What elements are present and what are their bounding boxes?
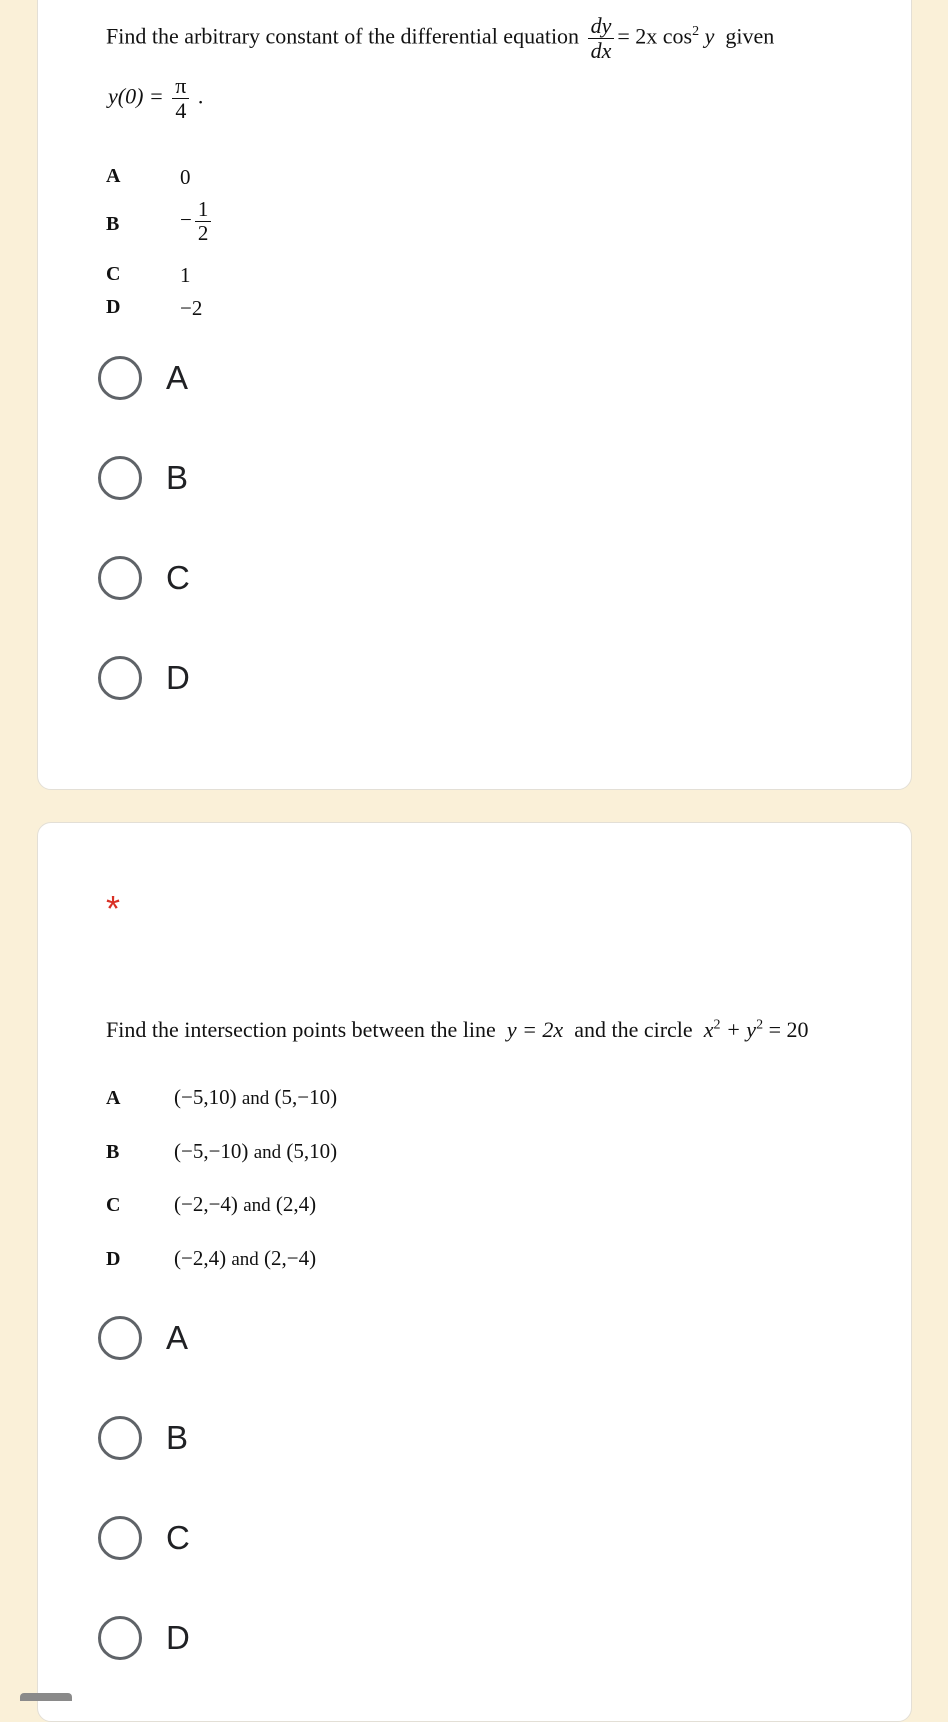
q1-choice-a[interactable] xyxy=(98,353,188,403)
q1-option-letter-b: B xyxy=(106,213,120,235)
q2-circle-exp1: 2 xyxy=(713,1017,721,1033)
q2-d-p2: (2,−4) xyxy=(264,1246,317,1270)
q2-d-p1: (−2,4) xyxy=(174,1246,227,1270)
q2-b-p1: (−5,−10) xyxy=(174,1139,249,1163)
q2-option-value-c xyxy=(174,1192,316,1217)
q1-rhs-exp: 2 xyxy=(692,24,700,40)
q1-init-end: . xyxy=(197,83,204,109)
q1-stem-prefix: Find the arbitrary constant of the differential equation xyxy=(106,23,580,49)
q1-stem-line-1 xyxy=(106,14,774,63)
q2-choice-c-label: C xyxy=(166,1519,190,1556)
q1-choice-d[interactable] xyxy=(98,653,190,703)
q2-d-and: and xyxy=(231,1249,259,1270)
q1-option-letter-c: C xyxy=(106,263,121,285)
q2-b-and: and xyxy=(253,1142,282,1163)
q1-option-letter-a: A xyxy=(106,165,121,187)
q1-option-value-c: 1 xyxy=(180,263,191,287)
q1-given: given xyxy=(725,23,775,49)
q2-option-letter-d: D xyxy=(106,1248,121,1270)
scrollbar-thumb[interactable] xyxy=(20,1693,72,1701)
q1-option-value-d: −2 xyxy=(180,296,203,320)
q1-init-num: π xyxy=(172,74,189,99)
q2-a-p1: (−5,10) xyxy=(174,1085,237,1109)
q2-stem-b: and the circle xyxy=(574,1017,693,1042)
q2-choice-a[interactable] xyxy=(98,1313,188,1363)
q2-choice-c[interactable] xyxy=(98,1513,190,1563)
q1-option-b-frac xyxy=(195,198,212,245)
q1-option-letter-d: D xyxy=(106,296,121,318)
q2-stem xyxy=(106,1017,809,1043)
q2-c-and: and xyxy=(243,1195,271,1216)
q2-a-and: and xyxy=(241,1088,270,1109)
q1-option-value-b xyxy=(180,198,214,245)
q2-option-value-d xyxy=(174,1246,316,1271)
q1-option-b-num: 1 xyxy=(195,198,212,222)
q2-choice-b-label: B xyxy=(166,1419,189,1456)
q2-option-letter-c: C xyxy=(106,1194,121,1216)
q1-choice-d-label: D xyxy=(166,659,190,696)
q2-circle-x: x xyxy=(703,1017,714,1042)
q1-init-frac xyxy=(172,74,189,123)
q2-choice-d[interactable] xyxy=(98,1613,190,1663)
q1-rhs-var: y xyxy=(704,23,715,49)
required-asterisk: * xyxy=(106,888,121,929)
q2-option-letter-a: A xyxy=(106,1087,121,1109)
q1-deriv-den: dx xyxy=(590,38,612,63)
q2-choice-d-label: D xyxy=(166,1619,190,1656)
q2-c-p1: (−2,−4) xyxy=(174,1192,238,1216)
q2-stem-a: Find the intersection points between the line xyxy=(106,1017,496,1042)
q2-option-letter-b: B xyxy=(106,1141,120,1163)
q2-circle-exp2: 2 xyxy=(756,1017,764,1033)
q2-b-p2: (5,10) xyxy=(286,1139,338,1163)
q2-c-p2: (2,4) xyxy=(275,1192,317,1216)
q1-deriv-num: dy xyxy=(588,14,615,39)
q2-radio-b[interactable] xyxy=(98,1416,142,1460)
q2-option-value-b xyxy=(174,1139,337,1164)
q1-radio-c[interactable] xyxy=(98,556,142,600)
q2-radio-a[interactable] xyxy=(98,1316,142,1360)
q1-radio-a[interactable] xyxy=(98,356,142,400)
q1-choice-a-label: A xyxy=(166,359,189,396)
q2-radio-d[interactable] xyxy=(98,1616,142,1660)
q2-circle-rhs: = 20 xyxy=(768,1017,809,1042)
q1-choice-b[interactable] xyxy=(98,453,188,503)
q1-option-b-sign: − xyxy=(180,207,192,232)
q2-a-p2: (5,−10) xyxy=(274,1085,338,1109)
q1-choice-c[interactable] xyxy=(98,553,190,603)
q2-choice-a-label: A xyxy=(166,1319,189,1356)
q1-init-den: 4 xyxy=(175,98,187,123)
q1-init-lhs: y(0) = xyxy=(108,83,164,109)
q2-circle-plus: + y xyxy=(725,1017,757,1042)
q2-option-value-a xyxy=(174,1085,337,1110)
q1-option-value-a: 0 xyxy=(180,165,191,189)
q2-choice-b[interactable] xyxy=(98,1413,188,1463)
q1-stem-line-2 xyxy=(108,74,203,123)
q1-radio-d[interactable] xyxy=(98,656,142,700)
q1-choice-b-label: B xyxy=(166,459,189,496)
q1-derivative xyxy=(588,14,615,63)
q1-choice-c-label: C xyxy=(166,559,190,596)
question-card-2 xyxy=(37,822,912,1722)
q2-line-eq: y = 2x xyxy=(506,1017,564,1042)
q2-radio-c[interactable] xyxy=(98,1516,142,1560)
q1-option-b-den: 2 xyxy=(197,221,209,245)
q1-rhs: = 2x cos xyxy=(617,23,693,49)
q1-radio-b[interactable] xyxy=(98,456,142,500)
